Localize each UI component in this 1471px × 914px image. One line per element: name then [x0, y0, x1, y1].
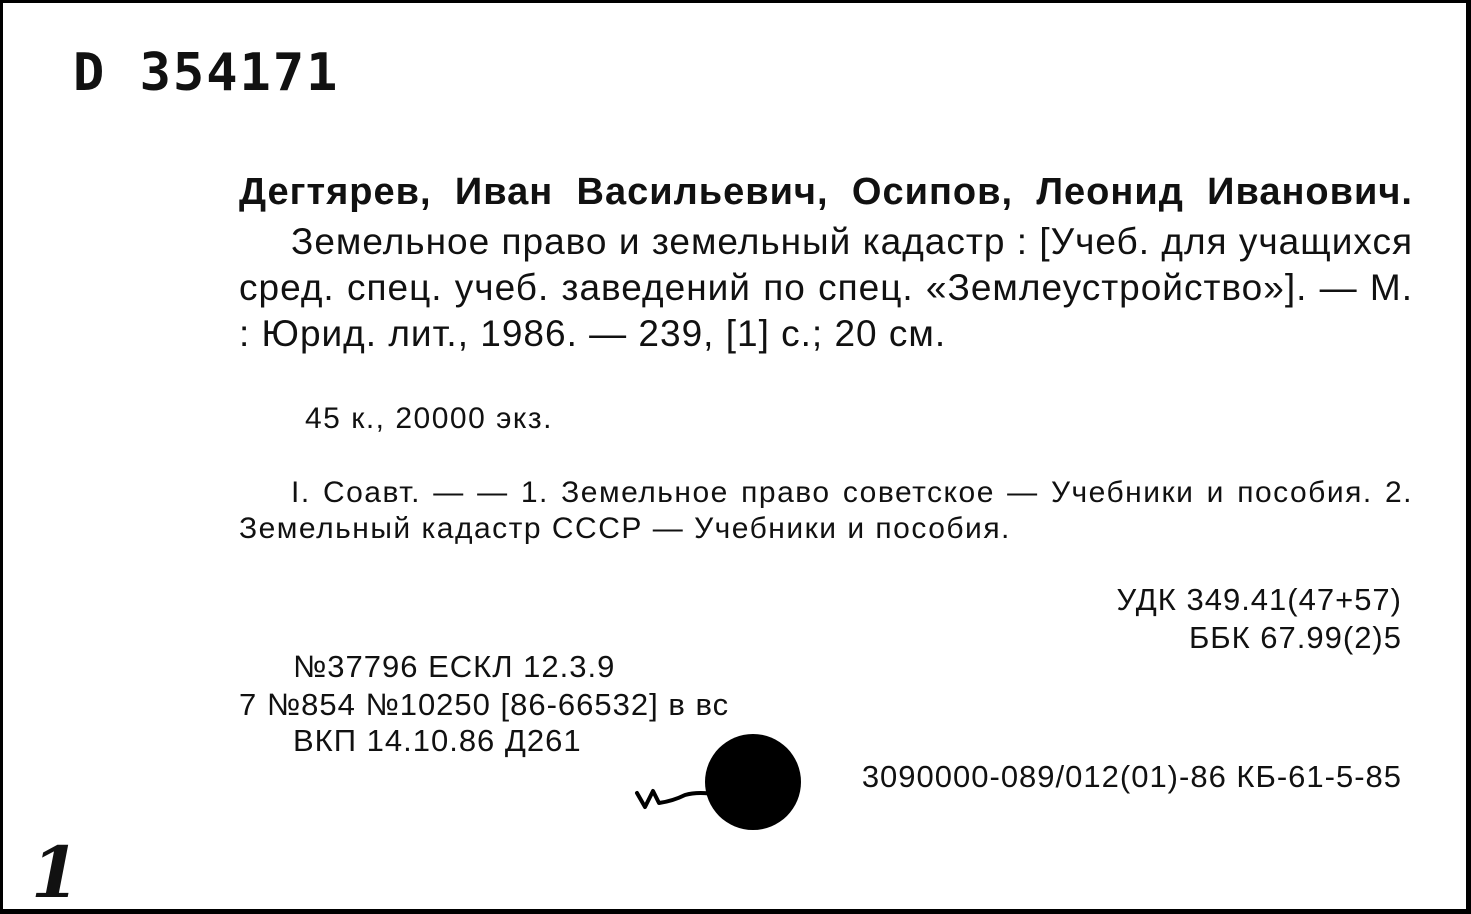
author-heading: Дегтярев, Иван Васильевич, Осипов, Леонид Иванович.	[239, 171, 1413, 213]
accession-line-1: №37796 ЕСКЛ 12.3.9	[293, 649, 616, 684]
price-print-run: 45 к., 20000 экз.	[305, 402, 553, 435]
udk-code: УДК 349.41(47+57)	[1116, 582, 1402, 617]
subject-tracings: I. Соавт. — — 1. Земельное право советское — Учебники и пособия. 2. Земельный кадастр СССР — Учебники и пособия.	[239, 476, 1413, 545]
classification-codes	[1117, 581, 1403, 657]
bibliographic-description: Земельное право и земельный кадастр : [Учеб. для учащихся сред. спец. учеб. заведений по спец. «Землеустройство»]. — М. : Юрид. лит., 1986. — 239, [1] с.; 20 см.	[239, 221, 1413, 354]
handwritten-mark: 1	[31, 831, 80, 914]
accession-line-3: ВКП 14.10.86 Д261	[293, 723, 582, 758]
isbn-code-line: 3090000-089/012(01)-86 КБ-61-5-85	[861, 759, 1402, 794]
bbk-code: ББК 67.99(2)5	[1188, 620, 1402, 655]
accession-line-2: 7 №854 №10250 [86-66532] в вс	[239, 687, 730, 722]
call-number: D 354171	[73, 43, 340, 103]
handwritten-scribble-icon	[633, 773, 723, 817]
